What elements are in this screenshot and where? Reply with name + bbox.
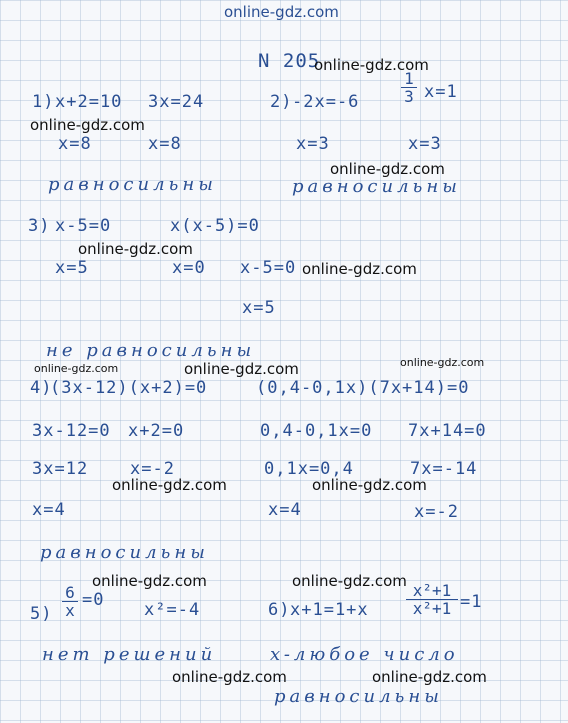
p4-eq-b: (0,4-0,1x)(7x+14)=0	[256, 378, 470, 398]
p4-b3: 0,1x=0,4	[264, 459, 354, 479]
p5-eq-b: x²=-4	[144, 600, 201, 620]
p4-b4: 7x=-14	[410, 459, 478, 479]
p2-label: 2)	[270, 92, 293, 112]
p2-frac-num: 1	[404, 69, 414, 88]
p5-verdict: нет решений	[42, 644, 217, 665]
p3-eq-b: x(x-5)=0	[170, 216, 260, 236]
watermark: online-gdz.com	[172, 668, 287, 686]
p5-fraction	[62, 584, 78, 619]
p4-a3: 3x=12	[32, 459, 89, 479]
p3-sol-b1: x=0	[172, 258, 206, 278]
watermark: online-gdz.com	[92, 572, 207, 590]
p1-eq-a: x+2=10	[55, 92, 123, 112]
watermark-top: online-gdz.com	[224, 3, 339, 21]
p4-label: 4)	[30, 378, 53, 398]
p4-a4: x=-2	[130, 459, 175, 479]
p4-b2: 7x+14=0	[408, 421, 487, 441]
p2-eq-a: -2x=-6	[292, 92, 360, 112]
p3-sol-b2: x-5=0	[240, 258, 297, 278]
p1-verdict: равносильны	[48, 174, 217, 195]
p5-eq-a-rest: =0	[82, 590, 105, 610]
p4-eq-a: (3x-12)(x+2)=0	[50, 378, 208, 398]
watermark: online-gdz.com	[30, 116, 145, 134]
watermark: online-gdz.com	[34, 362, 119, 375]
p2-sol-a: x=3	[296, 134, 330, 154]
watermark: online-gdz.com	[112, 476, 227, 494]
p4-a5: x=4	[32, 500, 66, 520]
p2-frac-den: 3	[404, 87, 414, 106]
p4-a2: x+2=0	[128, 421, 185, 441]
watermark: online-gdz.com	[330, 160, 445, 178]
p2-sol-b: x=3	[408, 134, 442, 154]
p3-sol-b3: x=5	[242, 298, 276, 318]
p6-eq-b-rest: =1	[460, 592, 483, 612]
p2-fraction	[401, 70, 417, 105]
p1-sol-b: x=8	[148, 134, 182, 154]
p1-eq-b: 3x=24	[148, 92, 205, 112]
watermark: online-gdz.com	[372, 668, 487, 686]
p4-b5: x=4	[268, 500, 302, 520]
p5-label: 5)	[30, 604, 53, 624]
p6-verdict: равносильны	[274, 686, 443, 707]
p1-label: 1)	[32, 92, 55, 112]
p3-verdict: не равносильны	[46, 340, 256, 361]
watermark: online-gdz.com	[78, 240, 193, 258]
p1-sol-a: x=8	[58, 134, 92, 154]
p2-verdict: равносильны	[292, 176, 461, 197]
p4-b1: 0,4-0,1x=0	[260, 421, 373, 441]
watermark: online-gdz.com	[400, 356, 485, 369]
watermark: online-gdz.com	[314, 56, 429, 74]
p4-verdict: равносильны	[40, 542, 209, 563]
p6-fraction	[406, 582, 458, 617]
p6-eq-a: x+1=1+x	[290, 600, 369, 620]
p2-eq-b: x=1	[424, 82, 458, 102]
watermark: online-gdz.com	[312, 476, 427, 494]
p3-eq-a: x-5=0	[55, 216, 112, 236]
problem-number: N 205	[258, 50, 321, 72]
p5-frac-den: x	[65, 601, 75, 620]
p5-frac-num: 6	[65, 583, 75, 602]
p4-a1: 3x-12=0	[32, 421, 111, 441]
watermark: online-gdz.com	[292, 572, 407, 590]
p6-solution: x-любое число	[270, 644, 459, 665]
p3-label: 3)	[28, 216, 51, 236]
watermark: online-gdz.com	[302, 260, 417, 278]
p6-frac-num: x²+1	[412, 581, 452, 600]
p6-frac-den: x²+1	[412, 599, 452, 618]
p6-label: 6)	[268, 600, 291, 620]
p3-sol-a: x=5	[55, 258, 89, 278]
p4-b6: x=-2	[414, 502, 459, 522]
watermark: online-gdz.com	[184, 360, 299, 378]
